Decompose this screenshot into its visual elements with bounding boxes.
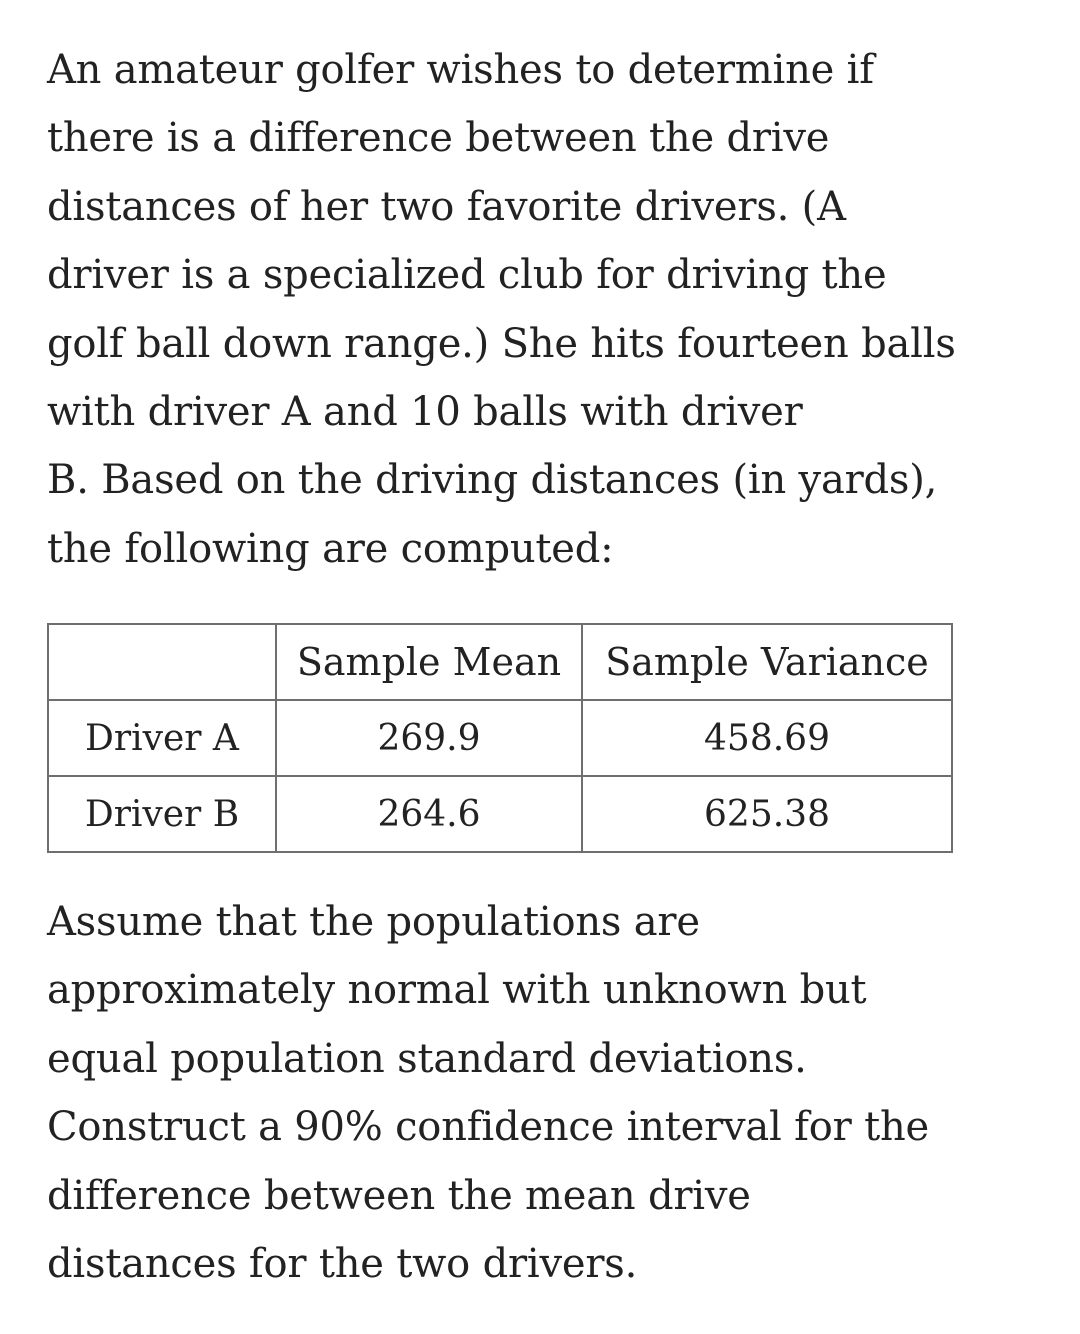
cell-variance-driver-a: 458.69 (582, 700, 952, 776)
header-sample-mean: Sample Mean (276, 624, 582, 700)
text-line: difference between the mean drive (47, 1172, 751, 1219)
problem-question (47, 888, 1047, 1298)
table-row (48, 700, 952, 776)
row-label-driver-b: Driver B (48, 776, 276, 852)
row-label-driver-a: Driver A (48, 700, 276, 776)
text-line: An amateur golfer wishes to determine if (47, 47, 874, 93)
table-row (48, 776, 952, 852)
intro-paragraph (47, 36, 1047, 583)
text-line: the following are computed: (47, 525, 614, 572)
text-line: equal population standard deviations. (47, 1035, 807, 1082)
statistics-table (47, 623, 953, 853)
text-line: Construct a 90% confidence interval for the (47, 1104, 929, 1151)
question-paragraph (47, 888, 1047, 1298)
text-line: B. Based on the driving distances (in yards), (47, 457, 938, 504)
text-line: golf ball down range.) She hits fourteen balls (47, 320, 956, 367)
cell-mean-driver-b: 264.6 (276, 776, 582, 852)
cell-mean-driver-a: 269.9 (276, 700, 582, 776)
text-line: there is a difference between the drive (47, 115, 830, 162)
statistics-table-container (47, 623, 953, 853)
header-empty-cell (48, 624, 276, 700)
text-line: approximately normal with unknown but (47, 967, 867, 1014)
cell-variance-driver-b: 625.38 (582, 776, 952, 852)
text-line: Assume that the populations are (47, 899, 700, 945)
text-line: distances for the two drivers. (47, 1241, 638, 1288)
header-sample-variance: Sample Variance (582, 624, 952, 700)
text-line: distances of her two favorite drivers. (A (47, 183, 846, 230)
text-line: with driver A and 10 balls with driver (47, 389, 803, 436)
table-header-row (48, 624, 952, 700)
problem-intro (47, 36, 1047, 583)
text-line: driver is a specialized club for driving the (47, 252, 887, 299)
